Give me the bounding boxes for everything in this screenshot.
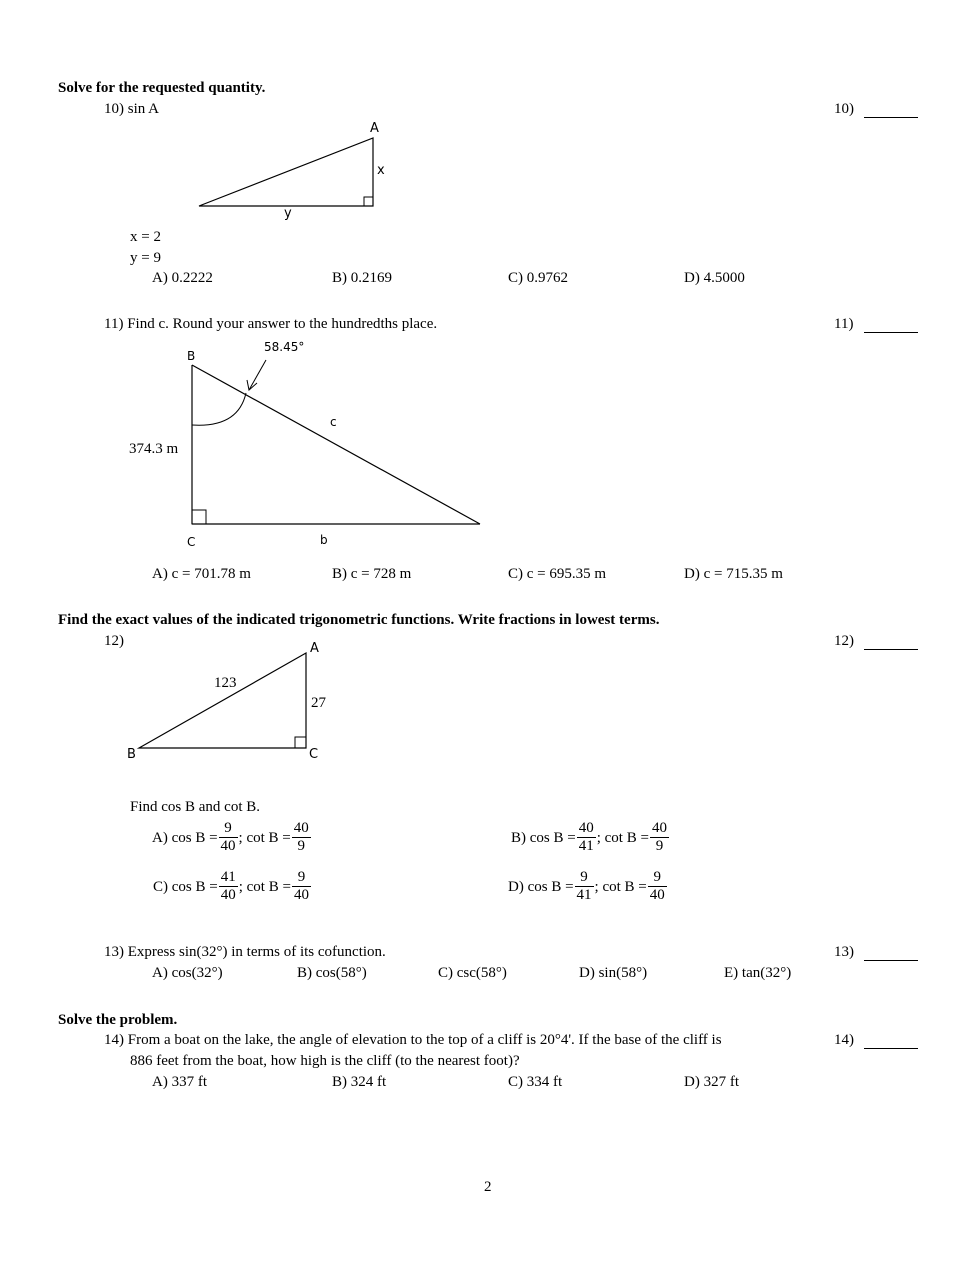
q10-given-y: y = 9 — [130, 250, 161, 266]
q12-choice-d-cos-label: D) cos B = — [508, 878, 574, 895]
q12-leg-label: 27 — [311, 695, 326, 711]
q10-side-x-label: x — [377, 163, 385, 178]
section-heading-3: Solve the problem. — [58, 1012, 178, 1028]
q14-choice-a[interactable]: A) 337 ft — [152, 1074, 207, 1090]
section-heading-2: Find the exact values of the indicated trigonometric functions. Write fractions in lowest terms. — [58, 612, 660, 628]
q10-choice-a[interactable]: A) 0.2222 — [152, 270, 213, 286]
q10-prompt: 10) sin A — [104, 101, 160, 117]
q14-prompt-line-2: 886 feet from the boat, how high is the cliff (to the nearest foot)? — [130, 1053, 520, 1069]
q14-choice-c[interactable]: C) 334 ft — [508, 1074, 563, 1090]
q12-hypotenuse-label: 123 — [214, 675, 237, 691]
q11-choice-a[interactable]: A) c = 701.78 m — [152, 566, 251, 582]
q13-choice-b[interactable]: B) cos(58°) — [297, 965, 367, 981]
q11-choice-b[interactable]: B) c = 728 m — [332, 566, 412, 582]
q12-choice-b-cot-label: ; cot B = — [596, 829, 649, 846]
q14-choice-b[interactable]: B) 324 ft — [332, 1074, 387, 1090]
q12-choice-a-cos-fraction: $\frac{9}{40}$ — [220, 820, 236, 854]
q14-choice-d[interactable]: D) 327 ft — [684, 1074, 739, 1090]
q12-vertex-c-label: C — [309, 747, 319, 762]
q13-prompt: 13) Express sin(32°) in terms of its cofunction. — [104, 944, 386, 960]
q10-choice-b[interactable]: B) 0.2169 — [332, 270, 392, 286]
q10-vertex-a-label: A — [370, 121, 379, 136]
q11-side-a-label: 374.3 m — [129, 441, 179, 457]
q11-side-c-label: c — [330, 415, 337, 429]
q11-vertex-b-label: B — [187, 349, 196, 363]
q11-vertex-c-label: C — [187, 535, 196, 549]
q12-prompt: 12) — [104, 633, 124, 649]
q11-angle-label: 58.45° — [264, 340, 305, 354]
q12-choice-c-cot-label: ; cot B = — [238, 878, 291, 895]
q12-choice-a-cot-fraction: $\frac{40}{9}$ — [293, 820, 309, 854]
q11-choice-c[interactable]: C) c = 695.35 m — [508, 566, 607, 582]
q13-choice-a[interactable]: A) cos(32°) — [152, 965, 223, 981]
q12-choice-b-cos-fraction: $\frac{40}{41}$ — [578, 820, 594, 854]
q14-answer-blank[interactable] — [864, 1048, 918, 1049]
q10-choice-c[interactable]: C) 0.9762 — [508, 270, 568, 286]
q11-side-b-label: b — [320, 533, 328, 547]
q12-choice-b[interactable] — [511, 820, 670, 855]
q14-prompt-line-1: 14) From a boat on the lake, the angle of elevation to the top of a cliff is 20°4'. If the base of the cliff is — [104, 1032, 722, 1048]
q12-choice-c-cot-fraction: $\frac{9}{40}$ — [293, 869, 309, 903]
q11-answer-number: 11) — [834, 316, 854, 332]
q12-choice-a-cot-label: ; cot B = — [238, 829, 291, 846]
q12-choice-c[interactable] — [153, 869, 312, 904]
q12-choice-d-cos-fraction: $\frac{9}{41}$ — [576, 869, 592, 903]
q12-choice-c-cos-fraction: $\frac{41}{40}$ — [220, 869, 236, 903]
q12-find-prompt: Find cos B and cot B. — [130, 799, 260, 815]
q10-choice-d[interactable]: D) 4.5000 — [684, 270, 745, 286]
q12-choice-c-cos-label: C) cos B = — [153, 878, 218, 895]
q12-choice-b-cot-fraction: $\frac{40}{9}$ — [651, 820, 667, 854]
q12-choice-a[interactable] — [152, 820, 312, 855]
q12-choice-a-cos-label: A) cos B = — [152, 829, 218, 846]
q13-answer-number: 13) — [834, 944, 854, 960]
page-number: 2 — [484, 1179, 492, 1195]
q12-choice-d-cot-label: ; cot B = — [594, 878, 647, 895]
q13-choice-e[interactable]: E) tan(32°) — [724, 965, 792, 981]
q13-answer-blank[interactable] — [864, 960, 918, 961]
q12-vertex-b-label: B — [127, 747, 136, 762]
q13-choice-d[interactable]: D) sin(58°) — [579, 965, 648, 981]
q10-answer-number: 10) — [834, 101, 854, 117]
q12-choice-d[interactable] — [508, 869, 668, 904]
section-heading-1: Solve for the requested quantity. — [58, 80, 266, 96]
q10-side-y-label: y — [284, 206, 292, 221]
q12-vertex-a-label: A — [310, 641, 319, 656]
q12-answer-number: 12) — [834, 633, 854, 649]
q13-choice-c[interactable]: C) csc(58°) — [438, 965, 507, 981]
q12-choice-b-cos-label: B) cos B = — [511, 829, 576, 846]
q10-given-x: x = 2 — [130, 229, 161, 245]
q11-prompt: 11) Find c. Round your answer to the hundredths place. — [104, 316, 438, 332]
q14-answer-number: 14) — [834, 1032, 854, 1048]
q12-choice-d-cot-fraction: $\frac{9}{40}$ — [649, 869, 665, 903]
q11-choice-d[interactable]: D) c = 715.35 m — [684, 566, 783, 582]
